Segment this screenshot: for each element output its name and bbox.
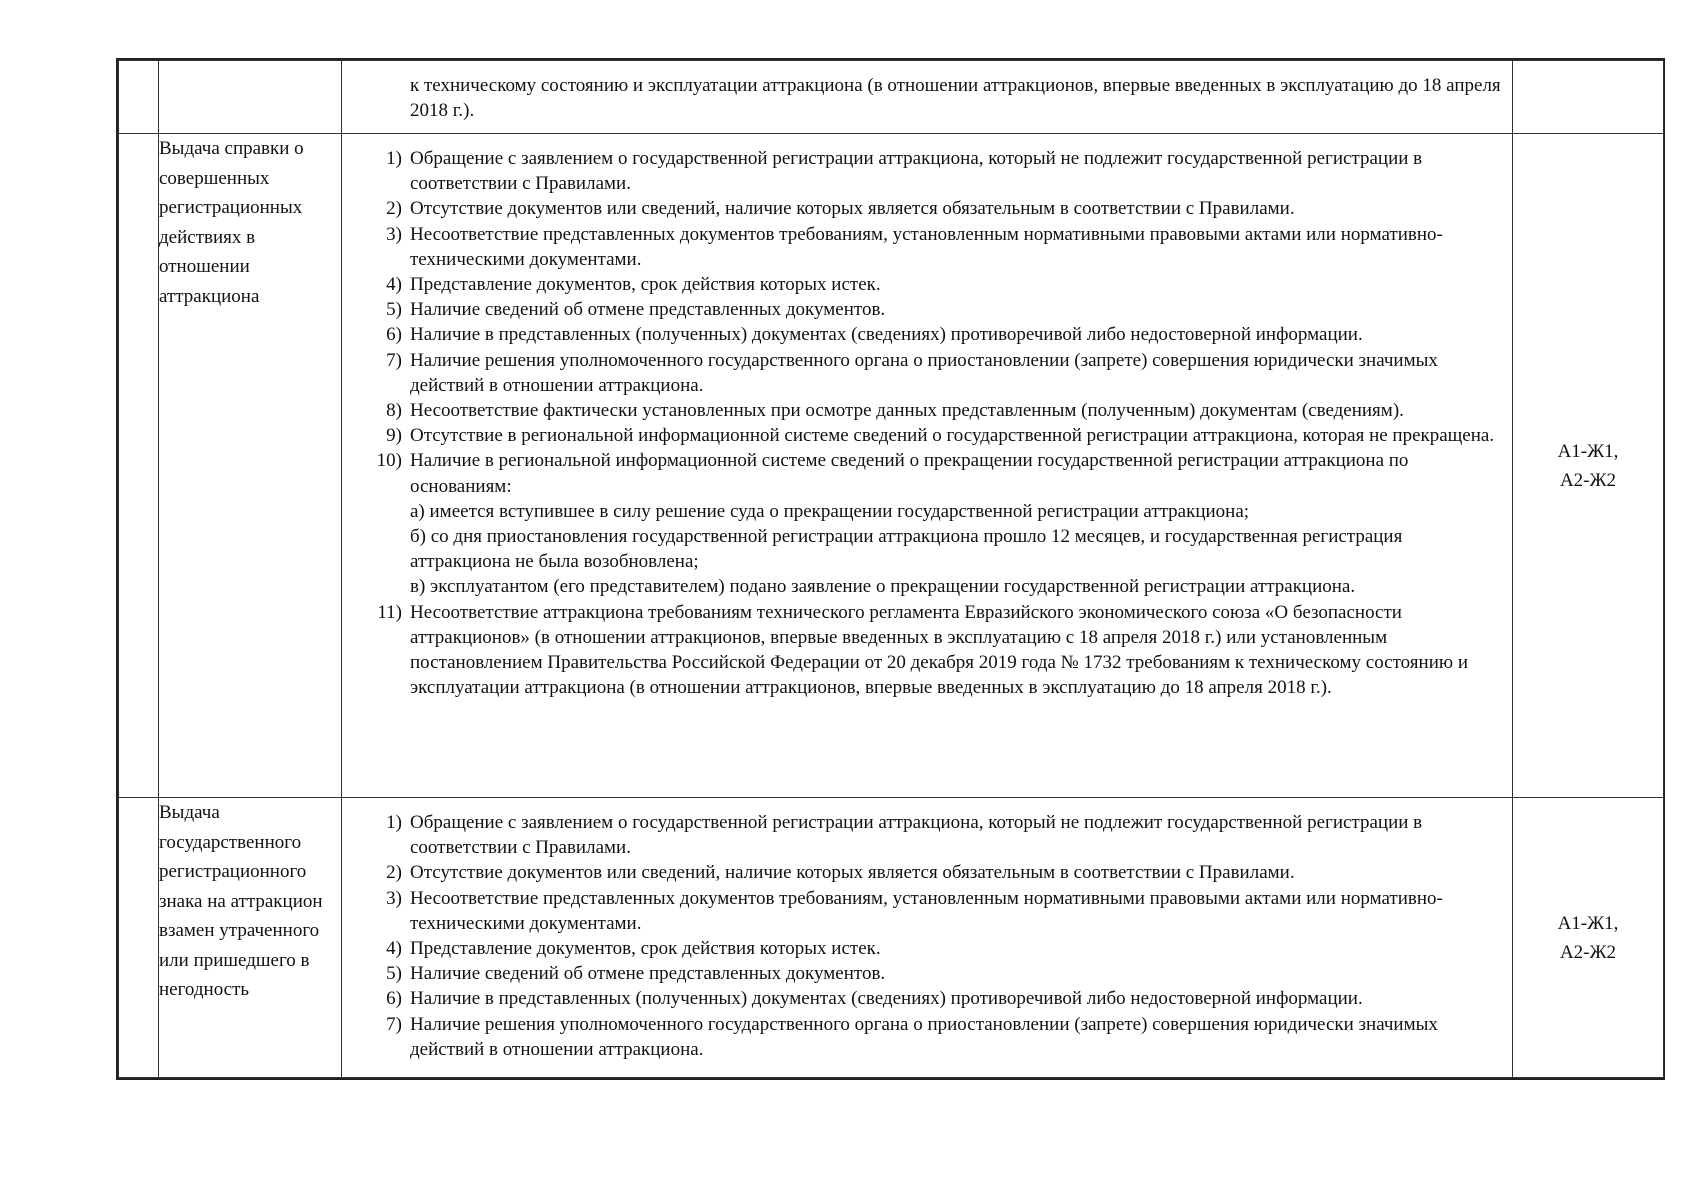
list-item [342, 423, 1504, 448]
code-line: А1-Ж1, [1557, 440, 1619, 462]
item-number: 7) [386, 1013, 402, 1035]
list-item [342, 448, 1504, 498]
list-item [342, 146, 1504, 196]
item-number: 4) [386, 938, 402, 960]
codes-cell [1513, 798, 1664, 1078]
item-number: 11) [377, 601, 402, 623]
list-item [342, 600, 1504, 701]
item-text: Несоответствие аттракциона требованиям технического регламента Евразийского экономического союза «О безопасности аттракционов» (в отношении аттракционов, впервые введенных в эксплуатацию с 18 апреля 2018 г.) или установленным постановлением Правительства Российской Федерации от 20 декабря 2019 года № 1732 требованиям к техническому состоянию и эксплуатации аттракциона (в отношении аттракционов, впервые введенных в эксплуатацию до 18 апреля 2018 г.). [410, 601, 1468, 699]
grounds-list [342, 134, 1512, 708]
item-number: 4) [386, 274, 402, 296]
service-cell: Выдача справки о совершенных регистрационных действиях в отношении аттракциона [159, 134, 342, 798]
item-number: 6) [386, 324, 402, 346]
table-row [119, 798, 1664, 1078]
margin-cell [119, 798, 159, 1078]
list-item [342, 986, 1504, 1011]
list-subitem [342, 524, 1504, 574]
item-number [342, 574, 410, 599]
item-number: 10) [376, 450, 402, 472]
list-subitem [342, 574, 1504, 599]
item-number: 1) [386, 148, 402, 169]
service-cell [159, 61, 342, 134]
item-number: 7) [386, 349, 402, 371]
list-item [342, 272, 1504, 297]
item-number [342, 524, 410, 574]
grounds-cell [342, 134, 1513, 798]
document-table [116, 58, 1665, 1080]
margin-cell [119, 134, 159, 798]
continued-text: к техническому состоянию и эксплуатации аттракциона (в отношении аттракционов, впервые введенных в эксплуатацию до 18 апреля 2018 г.). [410, 75, 1501, 122]
grounds-list [342, 798, 1512, 1070]
item-number: 3) [386, 887, 402, 909]
item-text: Несоответствие фактически установленных при осмотре данных представленным (полученным) документам (сведениям). [410, 400, 1404, 422]
item-text: Наличие в представленных (полученных) документах (сведениях) противоречивой либо недостоверной информации. [410, 988, 1363, 1010]
subitem-text: а) имеется вступившее в силу решение суда о прекращении государственной регистрации аттракциона; [410, 500, 1250, 522]
list-item [342, 297, 1504, 322]
list-subitem [342, 499, 1504, 524]
item-number: 3) [386, 223, 402, 245]
item-text: Обращение с заявлением о государственной регистрации аттракциона, который не подлежит государственной регистрации в соответствии с Правилами. [410, 148, 1423, 195]
list-item [342, 810, 1504, 860]
table-row [119, 61, 1664, 134]
item-text: Несоответствие представленных документов требованиям, установленным нормативными правовыми актами или нормативно-техническими документами. [410, 223, 1443, 270]
item-text: Обращение с заявлением о государственной регистрации аттракциона, который не подлежит государственной регистрации в соответствии с Правилами. [410, 812, 1423, 859]
item-text: Отсутствие документов или сведений, наличие которых является обязательным в соответствии с Правилами. [410, 198, 1295, 220]
service-cell: Выдача государственного регистрационного знака на аттракцион взамен утраченного или пришедшего в негодность [159, 798, 342, 1078]
subitem-text: в) эксплуатантом (его представителем) подано заявление о прекращении государственной регистрации аттракциона. [410, 576, 1356, 598]
list-item [342, 348, 1504, 398]
item-number: 9) [386, 425, 402, 447]
item-text: Наличие в региональной информационной системе сведений о прекращении государственной регистрации аттракциона по основаниям: [410, 450, 1409, 497]
list-item [342, 322, 1504, 347]
item-text: Наличие решения уполномоченного государственного органа о приостановлении (запрете) совершения юридически значимых действий в отношении аттракциона. [410, 1013, 1438, 1060]
margin-cell [119, 61, 159, 134]
code-line: А2-Ж2 [1559, 941, 1617, 963]
item-text: Наличие сведений об отмене представленных документов. [410, 299, 886, 321]
item-number: 1) [386, 812, 402, 833]
item-number: 5) [386, 299, 402, 321]
grounds-table [118, 60, 1664, 1078]
item-text: Отсутствие в региональной информационной системе сведений о государственной регистрации аттракциона, которая не прекращена. [410, 425, 1495, 447]
code-line: А1-Ж1, [1557, 912, 1619, 934]
item-text: Отсутствие документов или сведений, наличие которых является обязательным в соответствии с Правилами. [410, 862, 1295, 884]
list-item [342, 961, 1504, 986]
item-text: Наличие в представленных (полученных) документах (сведениях) противоречивой либо недостоверной информации. [410, 324, 1363, 346]
item-text: Наличие решения уполномоченного государственного органа о приостановлении (запрете) совершения юридически значимых действий в отношении аттракциона. [410, 349, 1438, 396]
list-item [342, 1012, 1504, 1062]
item-number: 8) [386, 400, 402, 422]
item-number: 2) [386, 862, 402, 884]
item-text: Представление документов, срок действия которых истек. [410, 274, 881, 296]
item-text: Несоответствие представленных документов требованиям, установленным нормативными правовыми актами или нормативно-техническими документами. [410, 887, 1443, 934]
codes-cell [1513, 61, 1664, 134]
list-item [342, 222, 1504, 272]
item-number: 6) [386, 988, 402, 1010]
table-row [119, 134, 1664, 798]
list-item [342, 936, 1504, 961]
item-text: Представление документов, срок действия которых истек. [410, 938, 881, 960]
list-item [342, 860, 1504, 885]
list-item [342, 196, 1504, 221]
item-number: 5) [386, 963, 402, 985]
item-number: 2) [386, 198, 402, 220]
grounds-cell [342, 798, 1513, 1078]
codes-cell [1513, 134, 1664, 798]
item-text: Наличие сведений об отмене представленных документов. [410, 963, 886, 985]
list-item [342, 886, 1504, 936]
code-line: А2-Ж2 [1559, 469, 1617, 491]
item-number [342, 499, 410, 524]
subitem-text: б) со дня приостановления государственной регистрации аттракциона прошло 12 месяцев, и государственная регистрация аттракциона не была возобновлена; [410, 526, 1403, 573]
list-item [342, 398, 1504, 423]
grounds-cell [342, 61, 1513, 134]
